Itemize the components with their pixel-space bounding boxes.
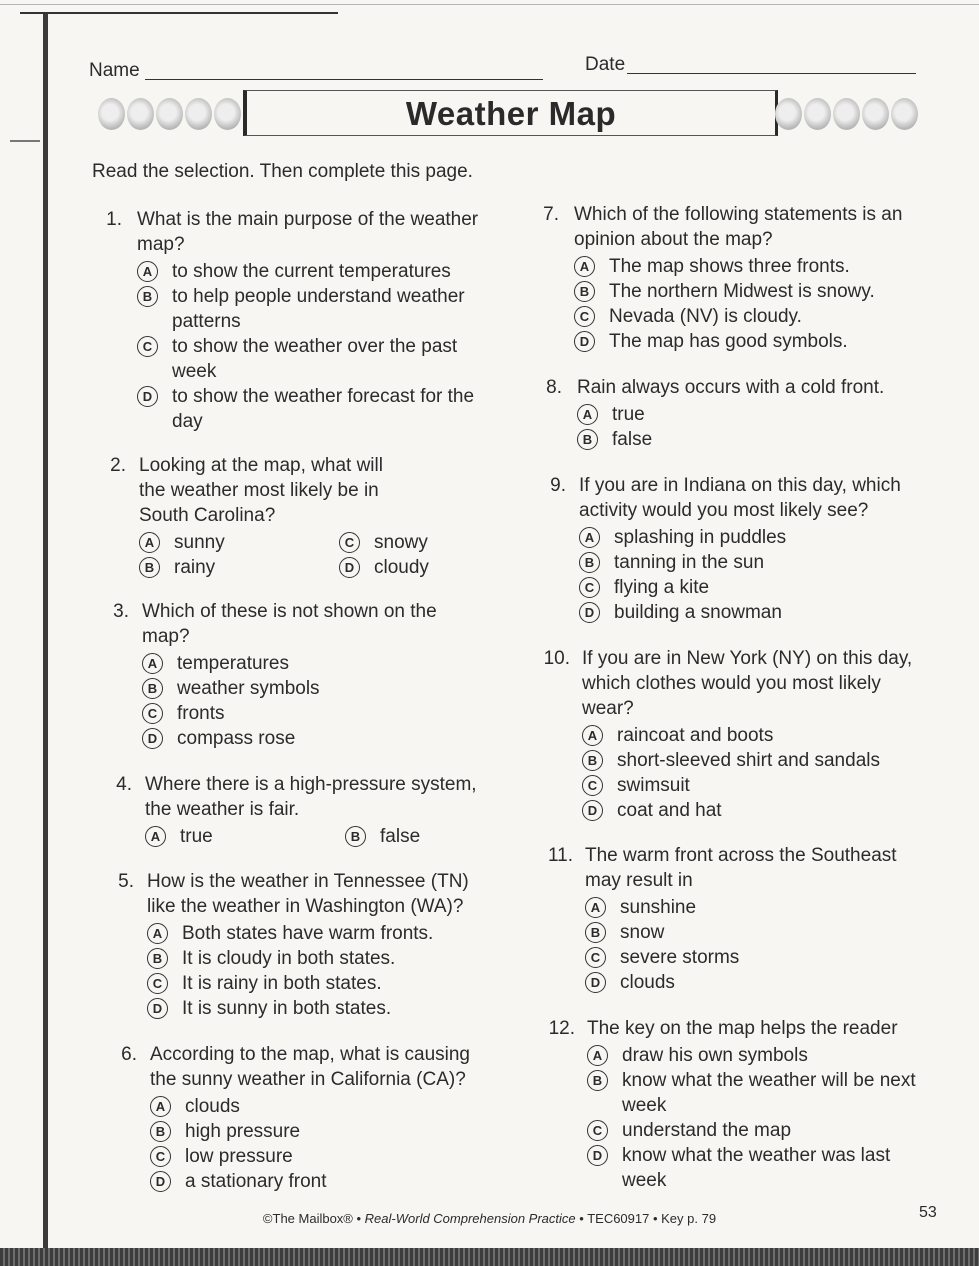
option-text: cloudy — [374, 557, 429, 578]
instructions: Read the selection. Then complete this page. — [92, 161, 473, 182]
answer-bubble[interactable]: C — [137, 336, 158, 357]
option-text: true — [612, 404, 645, 425]
answer-bubble[interactable]: A — [137, 261, 158, 282]
answer-bubble[interactable]: D — [579, 602, 600, 623]
option-b[interactable] — [585, 920, 935, 945]
banner-dots-right — [775, 98, 918, 130]
answer-options — [582, 723, 930, 823]
answer-bubble[interactable]: C — [147, 973, 168, 994]
option-c[interactable] — [142, 701, 489, 726]
question-number: 7. — [543, 204, 559, 225]
answer-bubble[interactable]: A — [579, 527, 600, 548]
option-text: The map shows three fronts. — [609, 256, 850, 277]
option-text: to show the weather forecast for the day — [172, 386, 475, 432]
question-number: 10. — [543, 648, 570, 669]
option-d[interactable] — [582, 798, 930, 823]
banner-dot — [804, 98, 831, 130]
option-d[interactable] — [142, 726, 489, 751]
banner-dot — [775, 98, 802, 130]
answer-bubble[interactable]: A — [587, 1045, 608, 1066]
banner-dot — [127, 98, 154, 130]
option-a[interactable] — [577, 402, 924, 427]
option-b[interactable] — [137, 284, 484, 334]
answer-bubble[interactable]: B — [579, 552, 600, 573]
question-5 — [114, 869, 494, 1021]
name-field[interactable] — [145, 79, 543, 80]
option-a[interactable] — [150, 1094, 497, 1119]
option-a[interactable] — [139, 530, 339, 555]
option-text: It is rainy in both states. — [182, 973, 382, 994]
question-number: 9. — [550, 475, 566, 496]
bottom-scan-edge — [0, 1248, 979, 1266]
question-text: According to the map, what is causing the sunny weather in California (CA)? — [150, 1044, 471, 1090]
question-text: What is the main purpose of the weather map? — [137, 209, 479, 255]
answer-bubble[interactable]: D — [587, 1145, 608, 1166]
footer-separator: • — [649, 1211, 662, 1226]
page-number: 53 — [919, 1204, 937, 1221]
question-text: How is the weather in Tennessee (TN) like the weather in Washington (WA)? — [147, 871, 469, 917]
question-text: The key on the map helps the reader — [587, 1018, 898, 1039]
option-b[interactable] — [587, 1068, 927, 1118]
option-d[interactable] — [587, 1143, 927, 1193]
option-a[interactable] — [585, 895, 935, 920]
answer-options — [145, 824, 492, 849]
banner-dot — [98, 98, 125, 130]
answer-bubble[interactable]: B — [587, 1070, 608, 1091]
banner-dot — [891, 98, 918, 130]
option-a[interactable] — [147, 921, 494, 946]
answer-bubble[interactable]: A — [147, 923, 168, 944]
option-text: flying a kite — [614, 577, 710, 598]
question-text: Which of the following statements is an opinion about the map? — [574, 204, 903, 250]
option-text: understand the map — [622, 1120, 792, 1141]
option-b[interactable] — [139, 555, 339, 580]
footer-credit — [0, 1211, 979, 1226]
question-text: Looking at the map, what will the weather most likely be in South Carolina? — [139, 455, 383, 526]
option-text: false — [612, 429, 653, 450]
title-box — [243, 90, 778, 136]
option-text: tanning in the sun — [614, 552, 765, 573]
option-a[interactable] — [579, 525, 926, 550]
answer-bubble[interactable]: B — [147, 948, 168, 969]
answer-bubble[interactable]: B — [574, 281, 595, 302]
option-b[interactable] — [579, 550, 926, 575]
option-text: short-sleeved shirt and sandals — [617, 750, 880, 771]
option-text: It is sunny in both states. — [182, 998, 392, 1019]
option-c[interactable] — [147, 971, 494, 996]
answer-bubble[interactable]: A — [582, 725, 603, 746]
question-6 — [117, 1042, 497, 1194]
option-b[interactable] — [577, 427, 924, 452]
answer-options — [150, 1094, 497, 1194]
answer-options — [142, 651, 489, 751]
option-d[interactable] — [150, 1169, 497, 1194]
answer-bubble[interactable]: B — [142, 678, 163, 699]
answer-bubble[interactable]: A — [585, 897, 606, 918]
answer-bubble[interactable]: C — [579, 577, 600, 598]
option-d[interactable] — [585, 970, 935, 995]
option-text: to show the weather over the past week — [172, 336, 458, 382]
answer-options — [587, 1043, 927, 1193]
option-text: high pressure — [185, 1121, 301, 1142]
banner-dots-left — [98, 98, 241, 130]
option-text: The map has good symbols. — [609, 331, 848, 352]
answer-bubble[interactable]: A — [574, 256, 595, 277]
option-b[interactable] — [142, 676, 489, 701]
option-a[interactable] — [142, 651, 489, 676]
option-text: Both states have warm fronts. — [182, 923, 434, 944]
name-label: Name — [89, 60, 140, 81]
banner-dot — [185, 98, 212, 130]
option-d[interactable] — [574, 329, 921, 354]
answer-bubble[interactable]: A — [150, 1096, 171, 1117]
left-margin-tick — [10, 140, 40, 142]
answer-bubble[interactable]: B — [150, 1121, 171, 1142]
question-7 — [541, 202, 921, 354]
option-text: temperatures — [177, 653, 289, 674]
option-a[interactable] — [137, 259, 484, 284]
answer-bubble[interactable]: D — [582, 800, 603, 821]
option-text: true — [180, 826, 213, 847]
question-text: Rain always occurs with a cold front. — [577, 377, 885, 398]
answer-bubble[interactable]: A — [145, 826, 166, 847]
question-12 — [547, 1016, 937, 1193]
option-text: sunny — [174, 532, 225, 553]
option-text: snow — [620, 922, 665, 943]
option-text: clouds — [620, 972, 675, 993]
banner-dot — [862, 98, 889, 130]
answer-options — [137, 259, 484, 434]
answer-bubble[interactable]: D — [142, 728, 163, 749]
option-text: fronts — [177, 703, 225, 724]
answer-bubble[interactable]: D — [137, 386, 158, 407]
option-text: draw his own symbols — [622, 1045, 808, 1066]
banner-dot — [156, 98, 183, 130]
answer-bubble[interactable]: D — [574, 331, 595, 352]
option-text: rainy — [174, 557, 216, 578]
answer-bubble[interactable]: C — [574, 306, 595, 327]
option-c[interactable] — [137, 334, 484, 384]
answer-options — [574, 254, 921, 354]
question-number: 11. — [547, 845, 573, 866]
option-b[interactable] — [582, 748, 930, 773]
question-text: If you are in New York (NY) on this day, which clothes would you most likely wear? — [582, 648, 913, 719]
footer-copyright: ©The Mailbox® — [262, 1211, 353, 1226]
question-9 — [546, 473, 926, 625]
left-margin-bar — [43, 14, 48, 1254]
question-number: 3. — [113, 601, 129, 622]
footer-separator: • — [575, 1211, 588, 1226]
question-text: Where there is a high-pressure system, the weather is fair. — [145, 774, 477, 820]
footer-code: TEC60917 — [587, 1211, 650, 1226]
answer-bubble[interactable]: B — [585, 922, 606, 943]
answer-bubble[interactable]: B — [139, 557, 160, 578]
footer-separator: • — [352, 1211, 365, 1226]
option-c[interactable] — [339, 530, 479, 555]
option-text: sunshine — [620, 897, 697, 918]
question-number: 1. — [106, 209, 122, 230]
answer-options — [585, 895, 935, 995]
question-4 — [112, 772, 492, 849]
option-b[interactable] — [574, 279, 921, 304]
answer-bubble[interactable]: D — [585, 972, 606, 993]
option-a[interactable] — [574, 254, 921, 279]
option-text: low pressure — [185, 1146, 293, 1167]
option-d[interactable] — [147, 996, 494, 1021]
question-2 — [106, 453, 486, 580]
question-number: 5. — [118, 871, 134, 892]
answer-bubble[interactable]: D — [339, 557, 360, 578]
question-8 — [544, 375, 924, 452]
option-text: raincoat and boots — [617, 725, 774, 746]
option-a[interactable] — [582, 723, 930, 748]
option-text: snowy — [374, 532, 428, 553]
option-text: false — [380, 826, 421, 847]
date-field[interactable] — [627, 73, 916, 74]
answer-bubble[interactable]: B — [577, 429, 598, 450]
answer-options — [577, 402, 924, 452]
option-d[interactable] — [339, 555, 479, 580]
option-text: know what the weather will be next week — [622, 1070, 916, 1116]
option-c[interactable] — [579, 575, 926, 600]
footer-key: Key p. 79 — [661, 1211, 717, 1226]
question-number: 6. — [121, 1044, 137, 1065]
option-c[interactable] — [574, 304, 921, 329]
option-text: know what the weather was last week — [622, 1145, 891, 1191]
option-b[interactable] — [150, 1119, 497, 1144]
option-text: The northern Midwest is snowy. — [609, 281, 875, 302]
answer-bubble[interactable]: A — [142, 653, 163, 674]
date-label: Date — [585, 54, 626, 75]
answer-options — [139, 530, 486, 580]
question-10 — [540, 646, 930, 823]
question-number: 2. — [110, 455, 126, 476]
answer-bubble[interactable]: A — [139, 532, 160, 553]
option-text: clouds — [185, 1096, 240, 1117]
option-text: Nevada (NV) is cloudy. — [609, 306, 802, 327]
option-text: a stationary front — [185, 1171, 327, 1192]
question-number: 4. — [116, 774, 132, 795]
option-text: It is cloudy in both states. — [182, 948, 396, 969]
option-d[interactable] — [579, 600, 926, 625]
option-a[interactable] — [145, 824, 345, 849]
page-title: Weather Map — [405, 95, 617, 132]
answer-bubble[interactable]: B — [345, 826, 366, 847]
option-b[interactable] — [147, 946, 494, 971]
answer-options — [579, 525, 926, 625]
answer-bubble[interactable]: C — [582, 775, 603, 796]
option-b[interactable] — [345, 824, 485, 849]
banner-dot — [833, 98, 860, 130]
option-text: to help people understand weather patterns — [172, 286, 465, 332]
answer-bubble[interactable]: C — [142, 703, 163, 724]
question-text: If you are in Indiana on this day, which activity would you most likely see? — [579, 475, 901, 521]
top-rule — [20, 12, 338, 14]
answer-options — [147, 921, 494, 1021]
option-d[interactable] — [137, 384, 484, 434]
answer-bubble[interactable]: C — [150, 1146, 171, 1167]
option-text: building a snowman — [614, 602, 782, 623]
option-text: severe storms — [620, 947, 740, 968]
option-text: splashing in puddles — [614, 527, 787, 548]
question-number: 8. — [546, 377, 562, 398]
answer-bubble[interactable]: B — [137, 286, 158, 307]
option-c[interactable] — [150, 1144, 497, 1169]
option-c[interactable] — [587, 1118, 927, 1143]
answer-bubble[interactable]: D — [147, 998, 168, 1019]
answer-bubble[interactable]: C — [339, 532, 360, 553]
question-number: 12. — [548, 1018, 575, 1039]
option-text: to show the current temperatures — [172, 261, 451, 282]
option-text: weather symbols — [177, 678, 320, 699]
option-text: coat and hat — [617, 800, 722, 821]
answer-bubble[interactable]: B — [582, 750, 603, 771]
question-text: The warm front across the Southeast may result in — [585, 845, 897, 891]
answer-bubble[interactable]: C — [587, 1120, 608, 1141]
title-banner — [98, 90, 918, 140]
option-c[interactable] — [582, 773, 930, 798]
question-1 — [104, 207, 484, 434]
option-text: compass rose — [177, 728, 296, 749]
question-3 — [109, 599, 489, 751]
footer-book-title: Real-World Comprehension Practice — [364, 1211, 576, 1226]
question-11 — [545, 843, 935, 995]
option-text: swimsuit — [617, 775, 690, 796]
option-c[interactable] — [585, 945, 935, 970]
answer-bubble[interactable]: A — [577, 404, 598, 425]
top-border-line — [0, 4, 979, 5]
question-text: Which of these is not shown on the map? — [142, 601, 437, 647]
answer-bubble[interactable]: C — [585, 947, 606, 968]
option-a[interactable] — [587, 1043, 927, 1068]
banner-dot — [214, 98, 241, 130]
answer-bubble[interactable]: D — [150, 1171, 171, 1192]
